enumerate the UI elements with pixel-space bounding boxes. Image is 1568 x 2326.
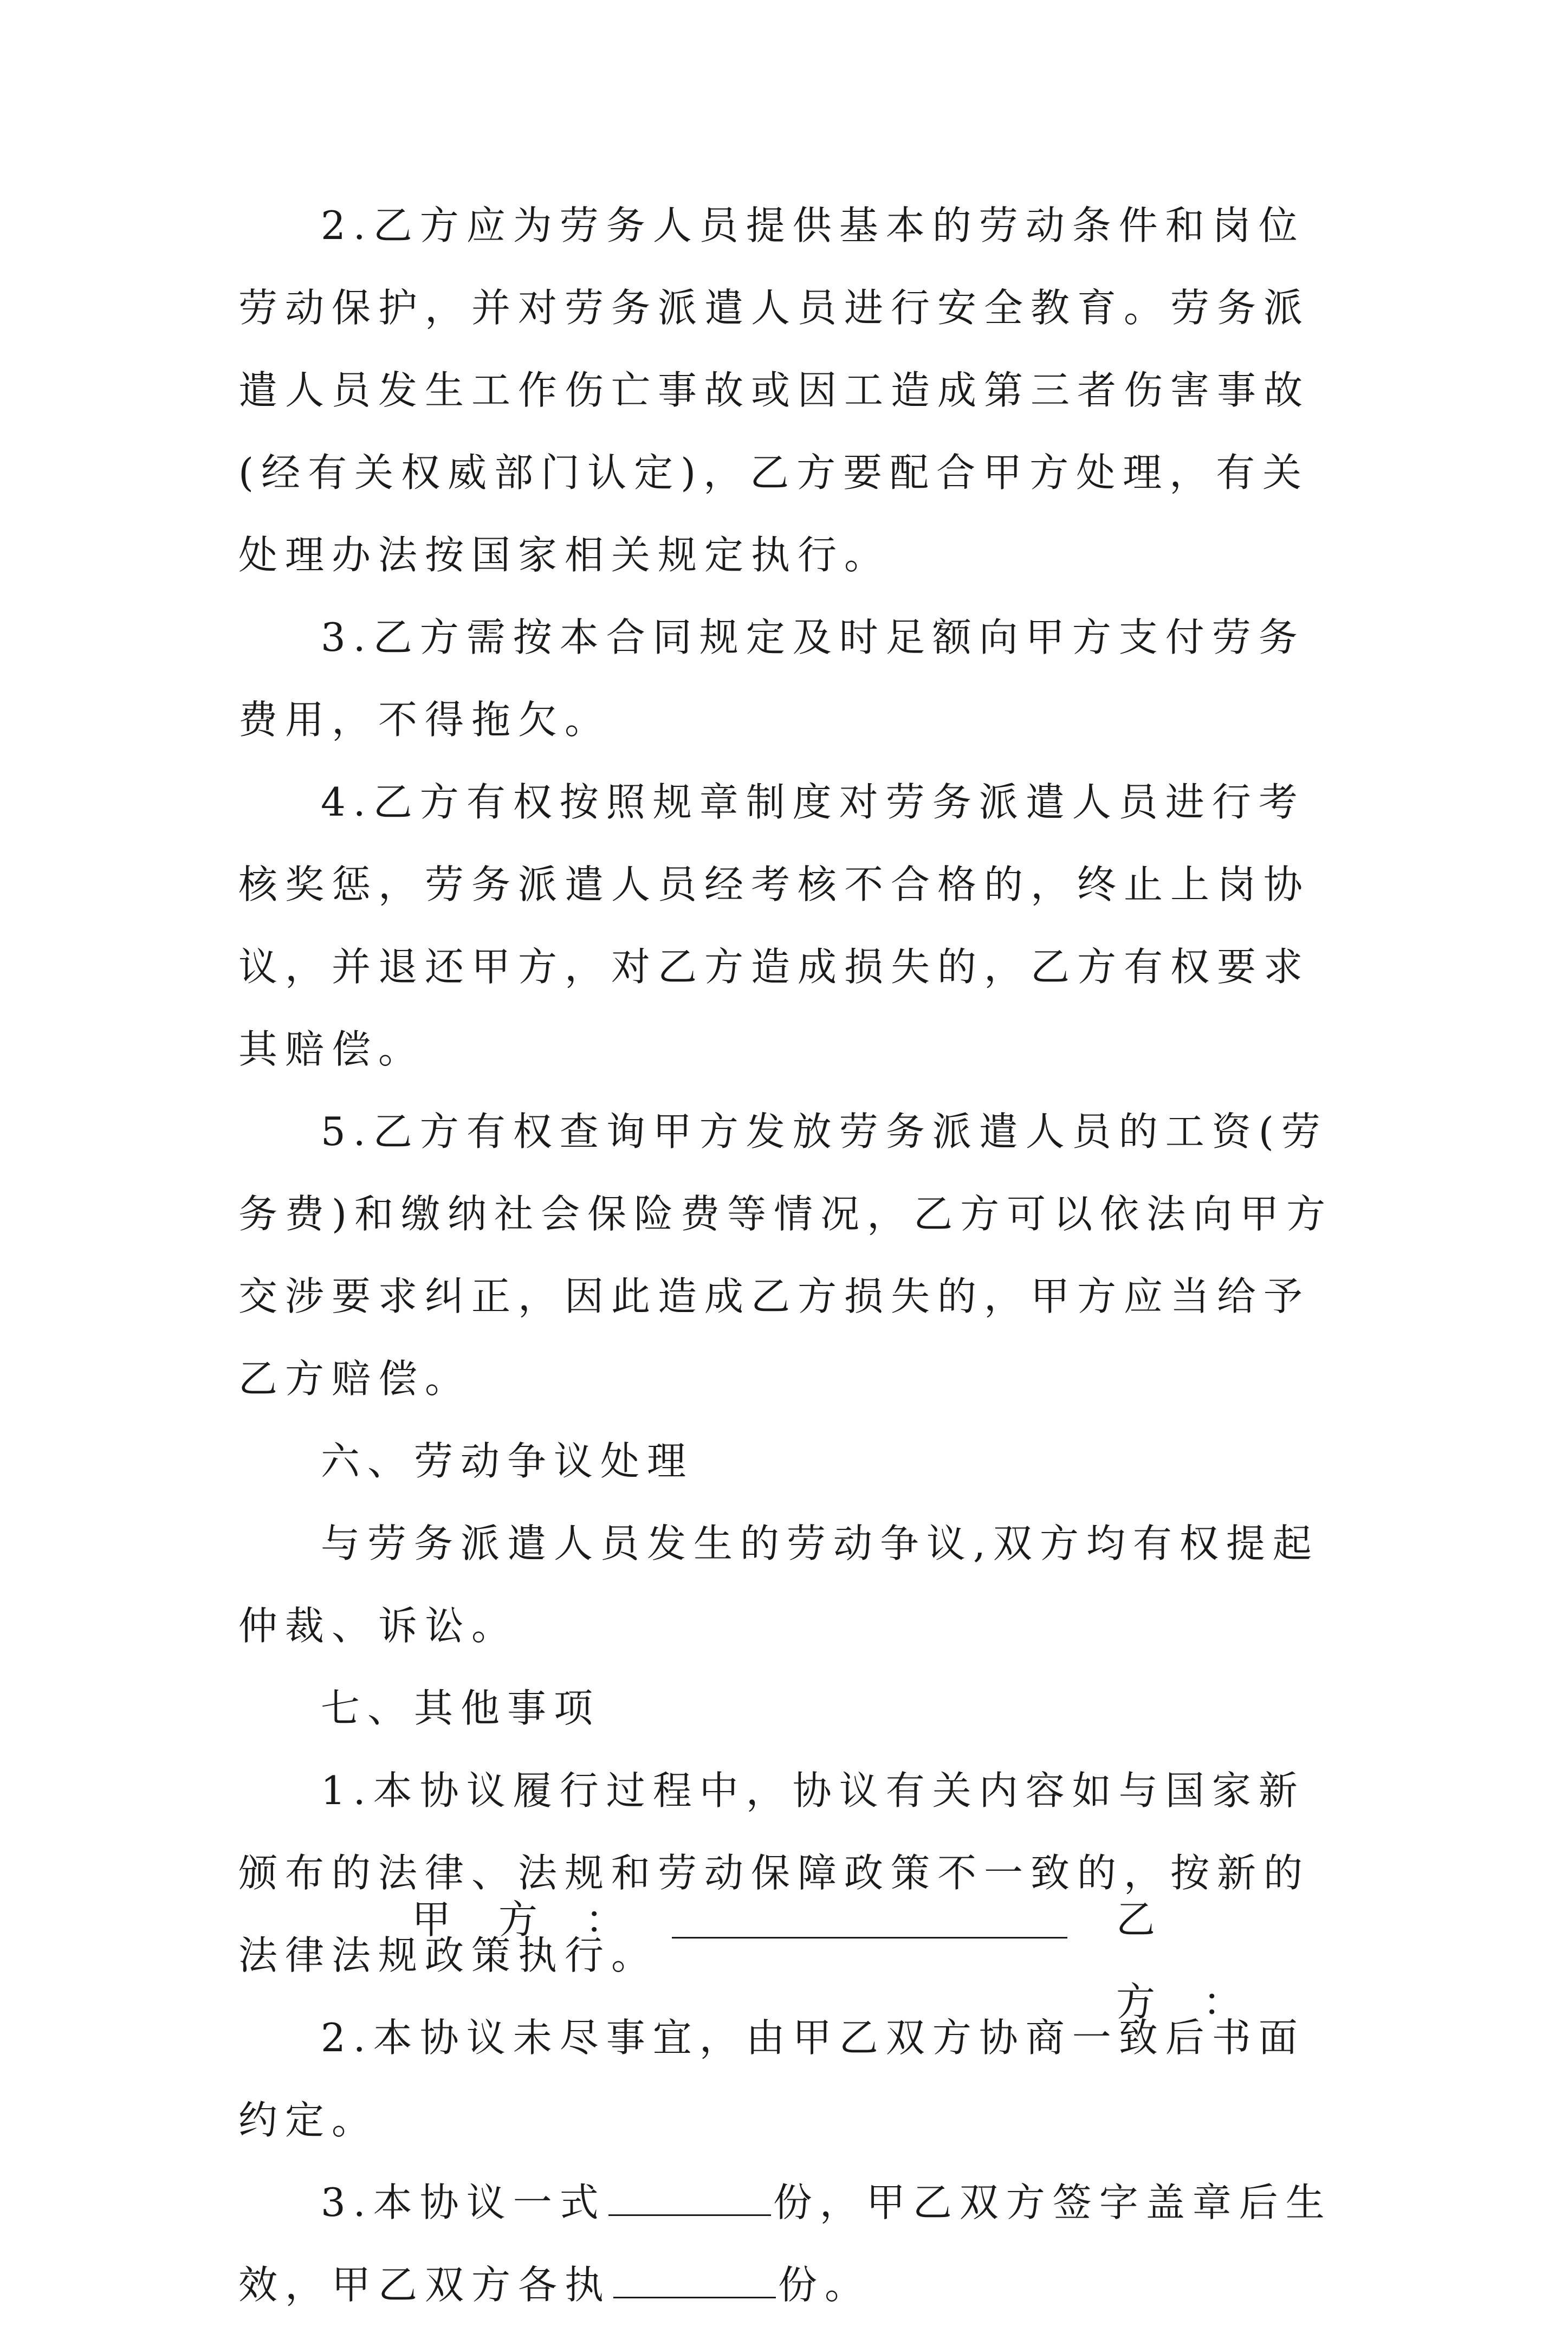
signature-row (238, 1878, 1344, 2025)
clause-paragraph: 2.本协议未尽事宜，由甲乙双方协商一致后书面约定。 (238, 2015, 1305, 2143)
party-a-label: 甲方： (412, 1897, 672, 1942)
copies-each-blank[interactable] (613, 2264, 776, 2298)
party-b-label: 乙方： (1116, 1897, 1290, 2025)
party-a-signature-line[interactable] (672, 1937, 1067, 1939)
clause-paragraph: 与劳务派遣人员发生的劳动争议,双方均有权提起仲裁、诉讼。 (238, 1521, 1319, 1649)
clause-paragraph: 2.乙方应为劳务人员提供基本的劳动条件和岗位劳动保护，并对劳务派遣人员进行安全教育。劳务派遣人员发生工作伤亡事故或因工造成第三者伤害事故(经有关权威部门认定)，乙方要配合甲方处理，有关处理办法按国家相关规定执行。 (238, 203, 1311, 578)
section-heading: 六、劳动争议处理 (321, 1438, 694, 1484)
clause-paragraph: 3.乙方需按本合同规定及时足额向甲方支付劳务费用，不得拖欠。 (238, 615, 1305, 742)
copies-clause (238, 2161, 1344, 2326)
copies-clause-text: 3.本协议一式 (321, 2180, 606, 2225)
copies-clause-text: 份。 (778, 2262, 872, 2308)
clause-paragraph: 5.乙方有权查询甲方发放劳务派遣人员的工资(劳务费)和缴纳社会保险费等情况，乙方可以依法向甲方交涉要求纠正，因此造成乙方损失的，甲方应当给予乙方赔偿。 (238, 1109, 1333, 1401)
copies-count-blank[interactable] (608, 2182, 771, 2216)
copies-clause-text: 份，甲乙双方签字盖章后生效，甲乙双方各执 (238, 2180, 1332, 2308)
section-heading: 七、其他事项 (321, 1685, 601, 1731)
clause-paragraph: 1.本协议履行过程中，协议有关内容如与国家新颁布的法律、法规和劳动保障政策不一致的，按新的法律法规政策执行。 (238, 1768, 1311, 1978)
clause-paragraph: 4.乙方有权按照规章制度对劳务派遣人员进行考核奖惩，劳务派遣人员经考核不合格的，终止上岗协议，并退还甲方，对乙方造成损失的，乙方有权要求其赔偿。 (238, 779, 1311, 1072)
